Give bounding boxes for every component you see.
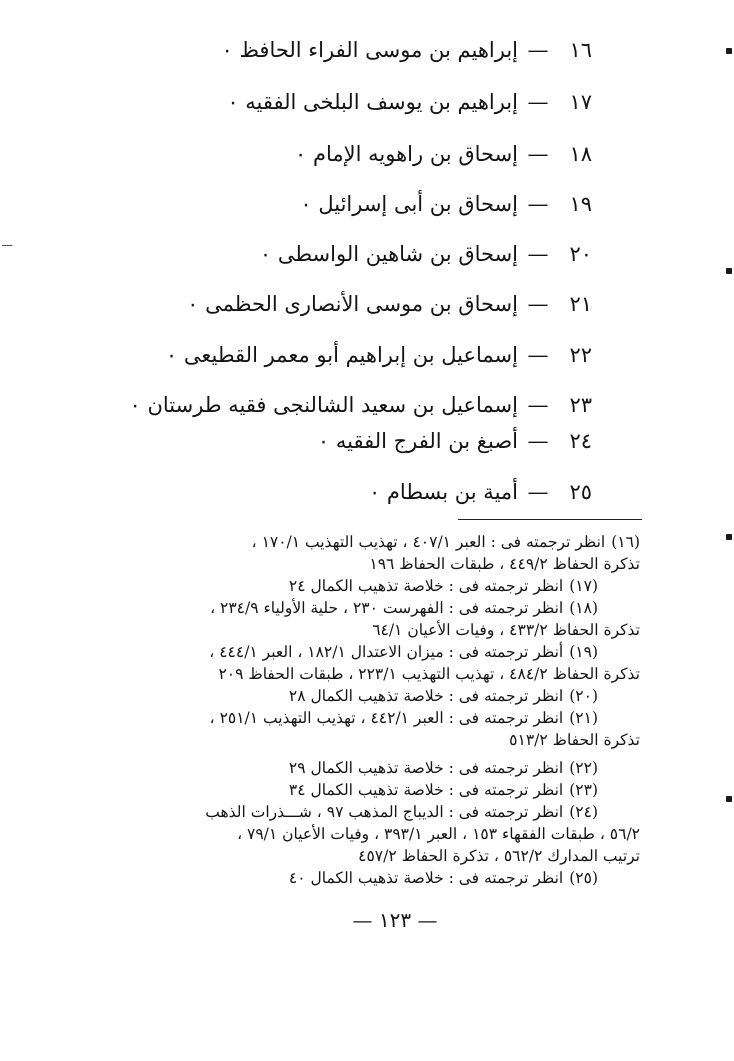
footnote-text: انظر ترجمته فى : خلاصة تذهيب الكمال ٢٩ (288, 759, 564, 777)
footnote-23 (289, 779, 598, 801)
entry-text: إسماعيل بن سعيد الشالنجى فقيه طرستان ٠ (129, 393, 518, 417)
footnote-number: (١٩) (569, 643, 598, 661)
footnote-text: تذكرة الحفاظ ٤٤٩/٢ ، طبقات الحفاظ ١٩٦ (369, 555, 640, 573)
footnote-text: أنظر ترجمته فى : ميزان الاعتدال ١٨٢/١ ، العبر ٤٤٤/١ ، (209, 643, 564, 661)
entry-16 (222, 35, 592, 65)
entry-19 (300, 189, 592, 219)
footnote-19 (209, 641, 598, 663)
footnote-number: (٢٣) (569, 781, 598, 799)
footnote-number: (٢٤) (569, 803, 598, 821)
entry-number: ١٧ (569, 90, 592, 114)
entry-text: إسحاق بن موسى الأنصارى الحظمى ٠ (187, 292, 518, 316)
footnote-number: (٢١) (569, 709, 598, 727)
entry-number: ١٨ (569, 142, 592, 166)
footnote-text: تذكرة الحفاظ ٤٣٣/٢ ، وفيات الأعيان ٦٤/١ (372, 621, 640, 639)
entry-dash: — (527, 292, 549, 316)
entry-22 (166, 340, 592, 370)
entry-dash: — (527, 393, 549, 417)
entry-text: إسحاق بن راهويه الإمام ٠ (295, 142, 518, 166)
entry-dash: — (527, 429, 549, 453)
scan-mark (726, 796, 732, 802)
entry-text: إسحاق بن شاهين الواسطى ٠ (259, 242, 518, 266)
entry-dash: — (527, 90, 549, 114)
entry-dash: — (527, 242, 549, 266)
footnote-text: انظر ترجمته فى : خلاصة تذهيب الكمال ٢٨ (288, 687, 564, 705)
footnote-text: انظر ترجمته فى : العبر ٤٠٧/١ ، تهذيب التهذيب ١٧٠/١ ، (251, 533, 606, 551)
footnote-24-cont2 (358, 845, 640, 867)
entry-20 (260, 239, 592, 269)
entry-number: ٢٥ (569, 480, 592, 504)
footnote-20 (289, 685, 598, 707)
entry-text: إبراهيم بن موسى الفراء الحافظ ٠ (221, 38, 518, 62)
entry-text: أصبغ بن الفرج الفقيه ٠ (317, 429, 518, 453)
scan-mark (726, 534, 732, 540)
entry-24 (318, 426, 592, 456)
footnote-text: ٥٦/٢ ، طبقات الفقهاء ١٥٣ ، العبر ٣٩٣/١ ، وفيات الأعيان ٧٩/١ ، (237, 825, 640, 843)
footnote-number: (١٨) (569, 599, 598, 617)
entry-dash: — (527, 142, 549, 166)
entry-text: إسحاق بن أبى إسرائيل ٠ (300, 192, 518, 216)
footnote-text: انظر ترجمته فى : الديباج المذهب ٩٧ ، شـــذرات الذهب (205, 803, 564, 821)
entry-18 (295, 139, 592, 169)
entry-number: ٢٤ (569, 429, 592, 453)
entry-text: أمية بن بسطام ٠ (368, 480, 518, 504)
entry-25 (369, 477, 592, 507)
footnote-text: انظر ترجمته فى : الفهرست ٢٣٠ ، حلية الأولياء ٢٣٤/٩ ، (210, 599, 564, 617)
footnote-text: انظر ترجمته فى : خلاصة تذهيب الكمال ٤٠ (288, 869, 564, 887)
entry-number: ٢٢ (569, 343, 592, 367)
entry-21 (187, 289, 592, 319)
footnote-18 (210, 597, 598, 619)
footnote-text: تذكرة الحفاظ ٥١٣/٢ (509, 731, 640, 749)
footnote-22 (289, 757, 598, 779)
footnote-18-cont (372, 619, 640, 641)
footnote-number: (٢٠) (569, 687, 598, 705)
footnote-text: انظر ترجمته فى : خلاصة تذهيب الكمال ٣٤ (288, 781, 564, 799)
footnote-text: انظر ترجمته فى : العبر ٤٤٢/١ ، تهذيب التهذيب ٢٥١/١ ، (209, 709, 564, 727)
entry-dash: — (527, 38, 549, 62)
footnote-number: (١٦) (611, 533, 640, 551)
footnote-24-cont (237, 823, 640, 845)
footnote-16 (252, 531, 640, 553)
entry-number: ١٦ (569, 38, 592, 62)
page-number: — ١٢٣ — (352, 908, 438, 932)
footnote-text: ترتيب المدارك ٥٦٢/٢ ، تذكرة الحفاظ ٤٥٧/٢ (358, 847, 640, 865)
entry-text: إبراهيم بن يوسف البلخى الفقيه ٠ (227, 90, 518, 114)
footnote-19-cont (218, 663, 640, 685)
footnote-text: تذكرة الحفاظ ٤٨٤/٢ ، تهذيب التهذيب ٢٢٣/١ ، طبقات الحفاظ ٢٠٩ (218, 665, 640, 683)
entry-dash: — (527, 343, 549, 367)
scan-tick (2, 245, 12, 246)
footnote-16-cont (369, 553, 640, 575)
entry-dash: — (527, 480, 549, 504)
footnote-text: انظر ترجمته فى : خلاصة تذهيب الكمال ٢٤ (288, 577, 564, 595)
footnote-rule (458, 519, 642, 520)
footnote-21 (210, 707, 598, 729)
footnote-24 (205, 801, 598, 823)
footnote-number: (١٧) (569, 577, 598, 595)
entry-number: ٢٠ (569, 242, 592, 266)
entry-23 (130, 390, 592, 420)
footnote-number: (٢٢) (569, 759, 598, 777)
footnote-21-cont (509, 729, 640, 751)
entry-number: ٢٣ (569, 393, 592, 417)
entry-17 (227, 87, 592, 117)
entry-number: ١٩ (569, 192, 592, 216)
footnote-25 (289, 867, 598, 889)
scan-mark (726, 48, 732, 54)
entry-dash: — (527, 192, 549, 216)
footnote-number: (٢٥) (569, 869, 598, 887)
scan-mark (726, 268, 732, 274)
footnote-17 (289, 575, 598, 597)
entry-number: ٢١ (569, 292, 592, 316)
entry-text: إسماعيل بن إبراهيم أبو معمر القطيعى ٠ (165, 343, 518, 367)
